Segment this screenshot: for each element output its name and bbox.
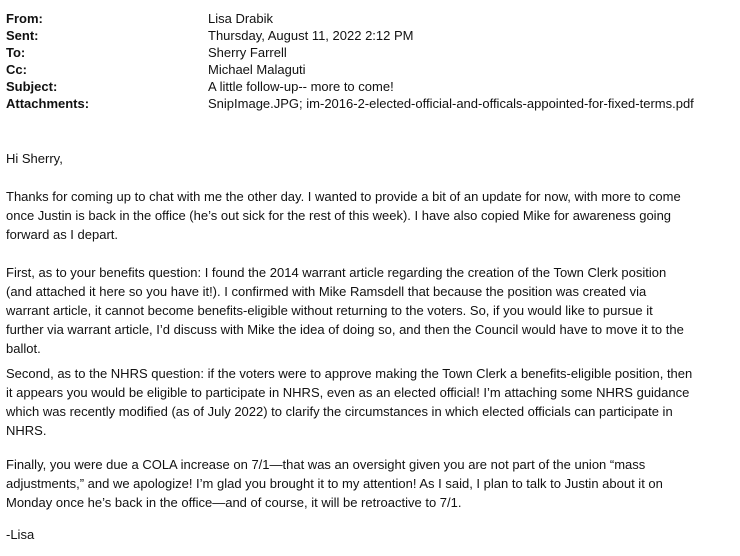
attachments-value[interactable]: SnipImage.JPG; im-2016-2-elected-official-and-officals-appointed-for-fixed-terms.pdf xyxy=(208,96,694,111)
paragraph-line: forward as I depart. xyxy=(6,227,118,242)
from-value: Lisa Drabik xyxy=(208,11,274,26)
sent-label: Sent: xyxy=(6,28,39,43)
cc-label: Cc: xyxy=(6,62,27,77)
paragraph-2 xyxy=(6,263,734,358)
cc-value: Michael Malaguti xyxy=(208,62,306,77)
paragraph-line: Finally, you were due a COLA increase on 7/1—that was an oversight given you are not part of the union “mass xyxy=(6,457,646,472)
paragraph-3 xyxy=(6,364,734,440)
to-label: To: xyxy=(6,45,26,60)
paragraph-line: Second, as to the NHRS question: if the voters were to approve making the Town Clerk a benefits-eligible position, then xyxy=(6,366,693,381)
paragraph-line: further via warrant article, I’d discuss with Mike the idea of doing so, and then the Council would have to move it to the xyxy=(6,322,684,337)
paragraph-line: which was recently modified (as of July 2022) to clarify the circumstances in which elected officials can participate in xyxy=(6,404,673,419)
signature xyxy=(6,525,734,544)
paragraph-line: Thanks for coming up to chat with me the other day. I wanted to provide a bit of an update for now, with more to come xyxy=(6,189,681,204)
paragraph-4 xyxy=(6,455,734,512)
greeting xyxy=(6,149,734,168)
from-label: From: xyxy=(6,11,43,26)
attachments-label: Attachments: xyxy=(6,96,90,111)
paragraph-line: warrant article, it cannot become benefits-eligible without returning to the voters. So, if you would like to pursue it xyxy=(6,303,653,318)
subject-value: A little follow-up-- more to come! xyxy=(208,79,394,94)
paragraph-1 xyxy=(6,187,734,244)
sent-value: Thursday, August 11, 2022 2:12 PM xyxy=(208,28,414,43)
to-value: Sherry Farrell xyxy=(208,45,287,60)
paragraph-line: NHRS. xyxy=(6,423,47,438)
signature-text: -Lisa xyxy=(6,527,35,542)
paragraph-line: ballot. xyxy=(6,341,41,356)
paragraph-line: (and attached it here so you have it!). I confirmed with Mike Ramsdell that because the position was created via xyxy=(6,284,647,299)
greeting-text: Hi Sherry, xyxy=(6,151,63,166)
paragraph-line: adjustments,” and we apologize! I’m glad you brought it to my attention! As I said, I plan to talk to Justin about it on xyxy=(6,476,663,491)
paragraph-line: once Justin is back in the office (he’s out sick for the rest of this week). I have also copied Mike for awareness going xyxy=(6,208,672,223)
paragraph-line: First, as to your benefits question: I found the 2014 warrant article regarding the creation of the Town Clerk position xyxy=(6,265,667,280)
paragraph-line: it appears you would be eligible to participate in NHRS, even as an elected official! I’m attaching some NHRS guidance xyxy=(6,385,690,400)
paragraph-line: Monday once he’s back in the office—and of course, it will be retroactive to 7/1. xyxy=(6,495,462,510)
subject-label: Subject: xyxy=(6,79,58,94)
